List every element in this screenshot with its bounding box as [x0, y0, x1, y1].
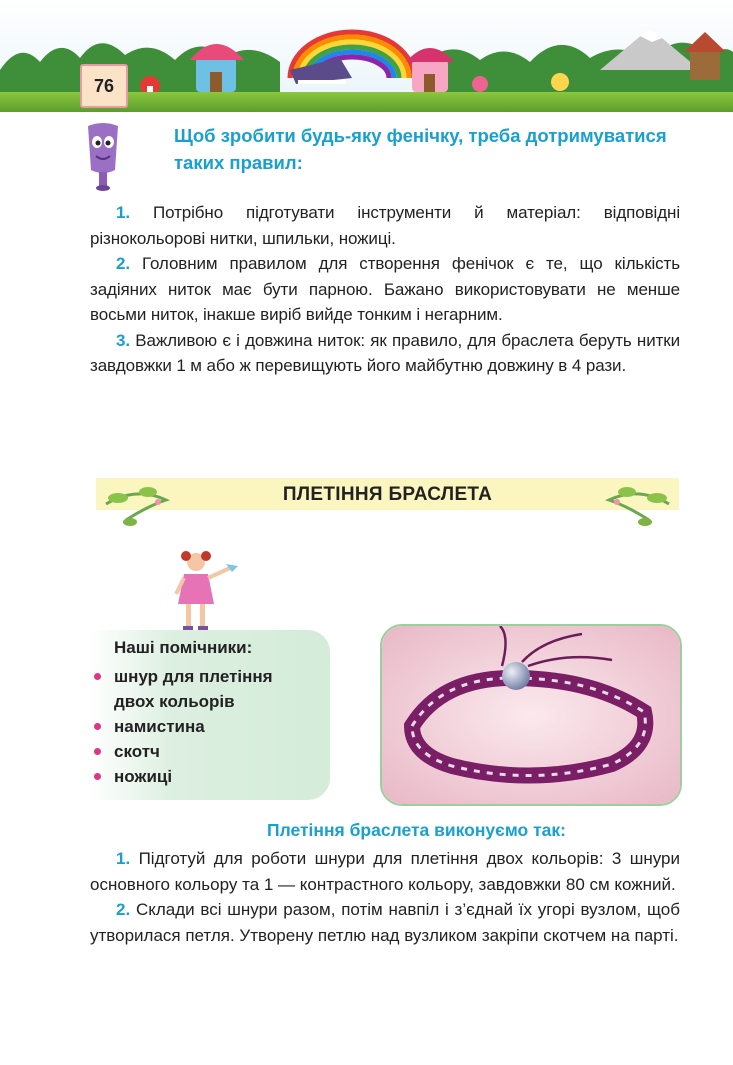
steps-title: Плетіння браслета виконуємо так: [267, 820, 566, 840]
girl-illustration-icon [168, 546, 248, 636]
list-item [90, 764, 273, 789]
list-item [90, 739, 273, 764]
helper-item-text: шнур для плетіння [114, 667, 273, 686]
step-text: Підготуй для роботи шнури для плетіння двох кольорів: 3 шнури основного кольору та 1 — контрастного кольору, завдовжки 80 см кожний. [90, 849, 680, 894]
rule-text: Головним правилом для створення фенічок є те, що кількість задіяних ниток має бути парною. Бажано використовувати не менше восьми ниток, інакше виріб вийде тонким і негарним. [90, 254, 681, 324]
mascot-character-icon [82, 120, 124, 192]
steps-list [90, 846, 680, 948]
bullet-icon [94, 723, 101, 730]
bullet-icon [94, 773, 101, 780]
rule-number: 3. [116, 330, 130, 350]
rule-paragraph [90, 200, 680, 251]
page-number: 76 [80, 64, 128, 108]
helpers-title: Наші помічники: [114, 638, 253, 657]
intro-heading: Щоб зробити будь-яку фенічку, треба дотримуватися таких правил: [174, 125, 667, 173]
bullet-icon [94, 673, 101, 680]
step-paragraph [90, 897, 680, 948]
helpers-box [90, 630, 330, 800]
rule-text: Важливою є і довжина ниток: як правило, для браслета беруть нитки завдовжки 1 м або ж перевищують його майбутню довжину в 4 рази. [90, 330, 681, 375]
section-title: ПЛЕТІННЯ БРАСЛЕТА [282, 484, 493, 505]
helpers-list [90, 664, 273, 789]
helper-item-text: скотч [114, 742, 160, 761]
bullet-icon [94, 748, 101, 755]
rule-paragraph [90, 251, 680, 328]
rule-number: 1. [116, 203, 130, 222]
helper-item-text-continued: двох кольорів [114, 692, 235, 711]
rule-number: 2. [116, 254, 130, 273]
step-text: Склади всі шнури разом, потім навпіл і з’єднай їх угорі вузлом, щоб утворилася петля. Утворену петлю над вузликом закріпи скотчем на парті. [90, 900, 680, 945]
section-heading-band [96, 476, 679, 536]
helper-item-text: ножиці [114, 767, 173, 786]
list-item [90, 664, 273, 714]
bracelet-photo [380, 624, 682, 806]
rules-list [90, 200, 680, 379]
list-item [90, 714, 273, 739]
step-number: 2. [116, 900, 131, 919]
rule-paragraph [90, 328, 680, 379]
step-paragraph [90, 846, 680, 897]
step-number: 1. [116, 849, 131, 868]
helper-item-text: намистина [114, 717, 205, 736]
bracelet-image-icon [382, 626, 680, 804]
rule-text: Потрібно підготувати інструменти й матеріал: відповідні різнокольорові нитки, шпильки, ножиці. [90, 203, 681, 248]
